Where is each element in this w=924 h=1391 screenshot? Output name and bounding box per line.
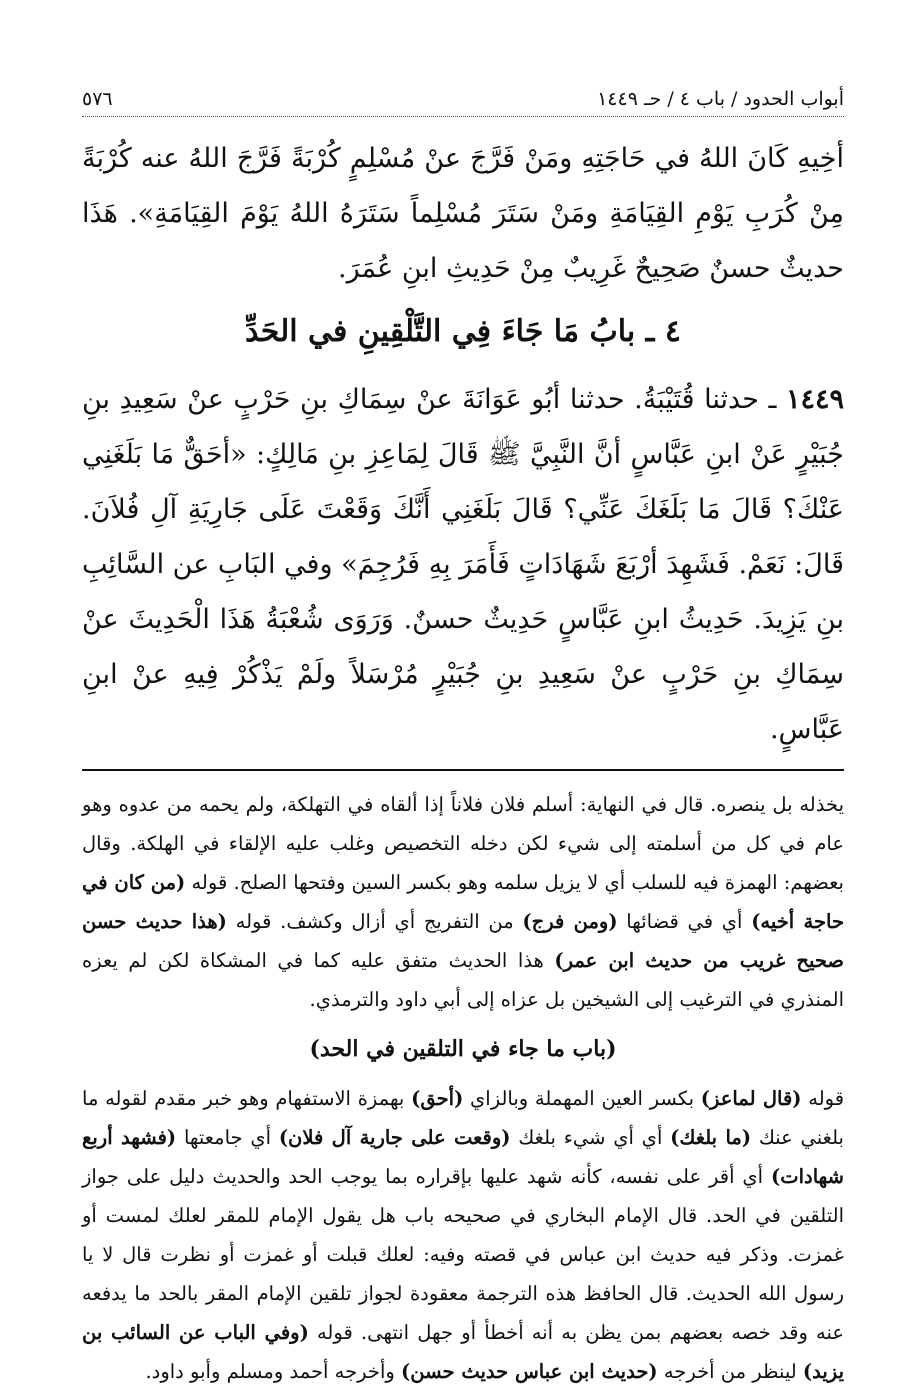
commentary-text: قوله [808, 1087, 845, 1110]
commentary-paragraph-1 [82, 785, 844, 1019]
commentary-quote: (من كان في حاجة أخيه) [82, 871, 845, 933]
chapter-heading: ٤ ـ بابُ مَا جَاءَ فِي التَّلْقِينِ في الحَدِّ [244, 314, 681, 349]
commentary-text: من التفريج أي أزال وكشف. قوله [235, 910, 514, 933]
commentary-text: بهمزة الاستفهام وهو خبر مقدم لقوله ما بلغني عنك [82, 1087, 844, 1149]
commentary-quote: (ما بلغك) [670, 1126, 752, 1149]
commentary-quote: (ومن فرج) [522, 910, 618, 933]
previous-hadith-continuation [82, 131, 844, 296]
commentary-text: أي في قضائها [626, 910, 743, 933]
footnote-divider [82, 769, 844, 771]
hadith-1449 [82, 372, 844, 757]
commentary-text: أي أي شيء بلغك [518, 1126, 663, 1149]
commentary-text: هذا الحديث متفق عليه كما في المشكاة لكن لم يعزه المنذري في الترغيب إلى الشيخين بل عزاه إلى أبي داود والترمذي. [82, 949, 844, 1011]
commentary-text: بكسر العين المهملة وبالزاي [470, 1087, 695, 1110]
commentary-quote: (فشهد أربع شهادات) [82, 1126, 844, 1188]
page-number: ٥٧٦ [82, 88, 113, 110]
previous-hadith-text: أخِيهِ كَانَ اللهُ في حَاجَتِهِ ومَنْ فَرَّجَ عنْ مُسْلِمٍ كُرْبَةً فَرَّجَ اللهُ عنه كُرْبَةً مِنْ كُرَبِ يَوْمِ القِيَامَةِ ومَنْ سَتَرَ مُسْلِماً سَتَرَهُ اللهُ يَوْمَ القِيَامَةِ». هَذَا حديثٌ حسنٌ صَحِيحٌ غَرِيبٌ مِنْ حَدِيثِ ابنِ عُمَرَ. [82, 143, 844, 284]
commentary-paragraph-2 [82, 1079, 844, 1391]
commentary-text: أي جامعتها [183, 1126, 272, 1149]
commentary-quote: (قال لماعز) [700, 1087, 802, 1110]
hadith-number: ١٤٤٩ [785, 384, 844, 415]
commentary-quote: (حديث ابن عباس حديث حسن) [401, 1360, 658, 1383]
commentary-section [82, 785, 844, 1391]
commentary-quote: (وقعت على جارية آل فلان) [278, 1126, 511, 1149]
commentary-quote: (أحق) [411, 1087, 464, 1110]
commentary-quote: (وفي الباب عن السائب بن يزيد) [82, 1321, 844, 1383]
commentary-text: وأخرجه أحمد ومسلم وأبو داود. [145, 1360, 395, 1383]
commentary-quote: (هذا حديث حسن صحيح غريب من حديث ابن عمر) [82, 910, 844, 972]
running-title: أبواب الحدود / باب ٤ / حـ ١٤٤٩ [597, 88, 844, 110]
commentary-text: لينظر من أخرجه [663, 1360, 797, 1383]
running-header [82, 88, 844, 117]
commentary-text: يخذله بل ينصره. قال في النهاية: أسلم فلان فلاناً إذا ألقاه في التهلكة، ولم يحمه من عدوه وهو عام في كل من أسلمته إلى شيء لكن دخله التخصيص وغلب عليه الإلقاء في الهلكة. وقال بعضهم: الهمزة فيه للسلب أي لا يزيل سلمه وهو بكسر السين وفتحها الصلح. قوله [82, 793, 844, 894]
hadith-text: ـ حدثنا قُتَيْبَةُ. حدثنا أبُو عَوَانَةَ عنْ سِمَاكِ بنِ حَرْبٍ عنْ سَعِيدِ بنِ جُبَيْرٍ عَنْ ابنِ عَبَّاسٍ أنَّ النَّبِيَّ ﷺ قَالَ لِمَاعِزِ بنِ مَالِكٍ: «أحَقٌّ مَا بَلَغَنِي عَنْكَ؟ قَالَ مَا بَلَغَكَ عَنِّي؟ قَالَ بَلَغَنِي أَنَّكَ وَقَعْتَ عَلَى جَارِيَةِ آلِ فُلاَنَ. قَالَ: نَعَمْ. فَشَهِدَ أرْبَعَ شَهَادَاتٍ فَأَمَرَ بِهِ فَرُجِمَ» وفي البَابِ عن السَّائِبِ بنِ يَزِيدَ. حَدِيثُ ابنِ عَبَّاسٍ حَدِيثٌ حسنٌ. وَرَوَى شُعْبَةُ هَذَا الْحَدِيثَ عنْ سِمَاكِ بنِ حَرْبٍ عنْ سَعِيدِ بنِ جُبَيْرٍ مُرْسَلاً ولَمْ يَذْكُرْ فِيهِ عنْ ابنِ عَبَّاسٍ. [82, 384, 844, 745]
hadith-paragraph [82, 372, 844, 757]
commentary-text: أي أقر على نفسه، كأنه شهد عليها بإقراره بما يوجب الحد والحديث دليل على جواز التلقين في الحد. قال الإمام البخاري في صحيحه باب هل يقول الإمام للمقر لعلك لمست أو غمزت. وذكر فيه حديث ابن عباس في قصته وفيه: لعلك قبلت أو غمزت أو نظرت قال لا يا رسول الله الحديث. قال الحافظ هذه الترجمة معقودة لجواز تلقين الإمام المقر بالحد ما يدفعه عنه وقد خصه بعضهم بمن يظن به أنه أخطأ أو جهل انتهى. قوله [82, 1165, 845, 1344]
commentary-heading: (باب ما جاء في التلقين في الحد) [309, 1036, 617, 1062]
